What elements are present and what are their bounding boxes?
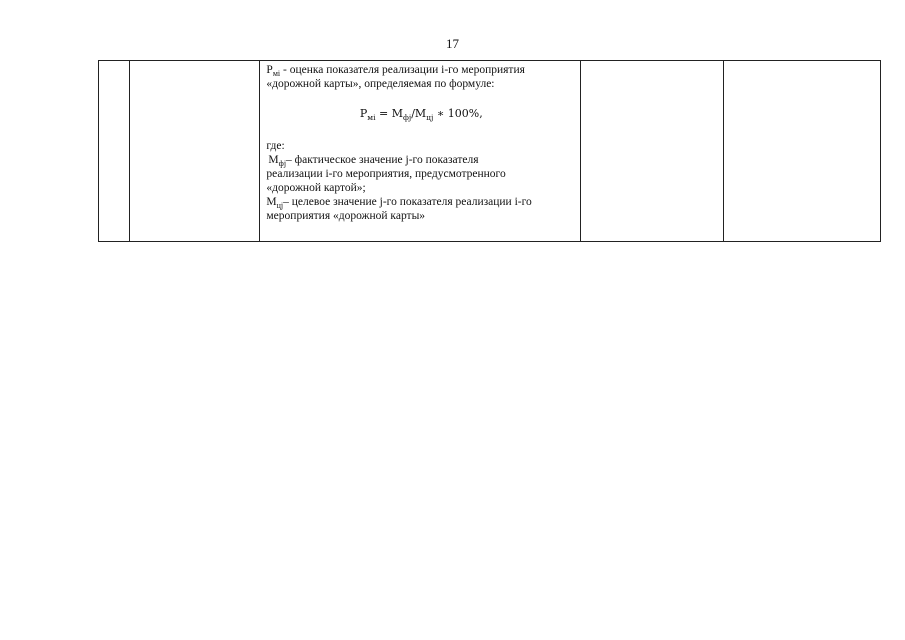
description-content <box>260 61 580 225</box>
table-cell-col4 <box>581 61 723 242</box>
where-label: где: <box>266 140 285 152</box>
definition-target: $M_{цj}-$ целевое значение j-го показателя реализации i-го <box>266 196 532 210</box>
symbol-p-mi: $P_{мi}$ <box>266 64 281 78</box>
table-cell-description <box>260 61 581 242</box>
table-cell-col5 <box>723 61 880 242</box>
description-line-2: «дорожной карты», определяемая по формуле: <box>266 78 495 90</box>
definition-actual-line-3: «дорожной картой»; <box>266 182 366 194</box>
symbol-m-cj: $M_{цj}$ <box>266 196 284 210</box>
page-number: 17 <box>446 36 459 51</box>
description-line-1: $P_{мi}$ - оценка показателя реализации i-го мероприятия <box>266 64 525 78</box>
definition-actual: $M_{фj}-$ фактическое значение j-го показателя <box>268 154 479 168</box>
document-table <box>98 60 881 242</box>
definition-actual-line-2: реализации i-го мероприятия, предусмотренного <box>266 168 506 180</box>
table-row <box>99 61 881 242</box>
definition-target-line-2: мероприятия «дорожной карты» <box>266 210 426 222</box>
table-cell-number <box>99 61 130 242</box>
symbol-m-fj: $M_{фj}$ <box>268 154 287 168</box>
formula: $P_{мi} = M_{фj}/M_{цj}$ ∗ 100%, <box>359 107 483 122</box>
table-cell-name <box>130 61 260 242</box>
